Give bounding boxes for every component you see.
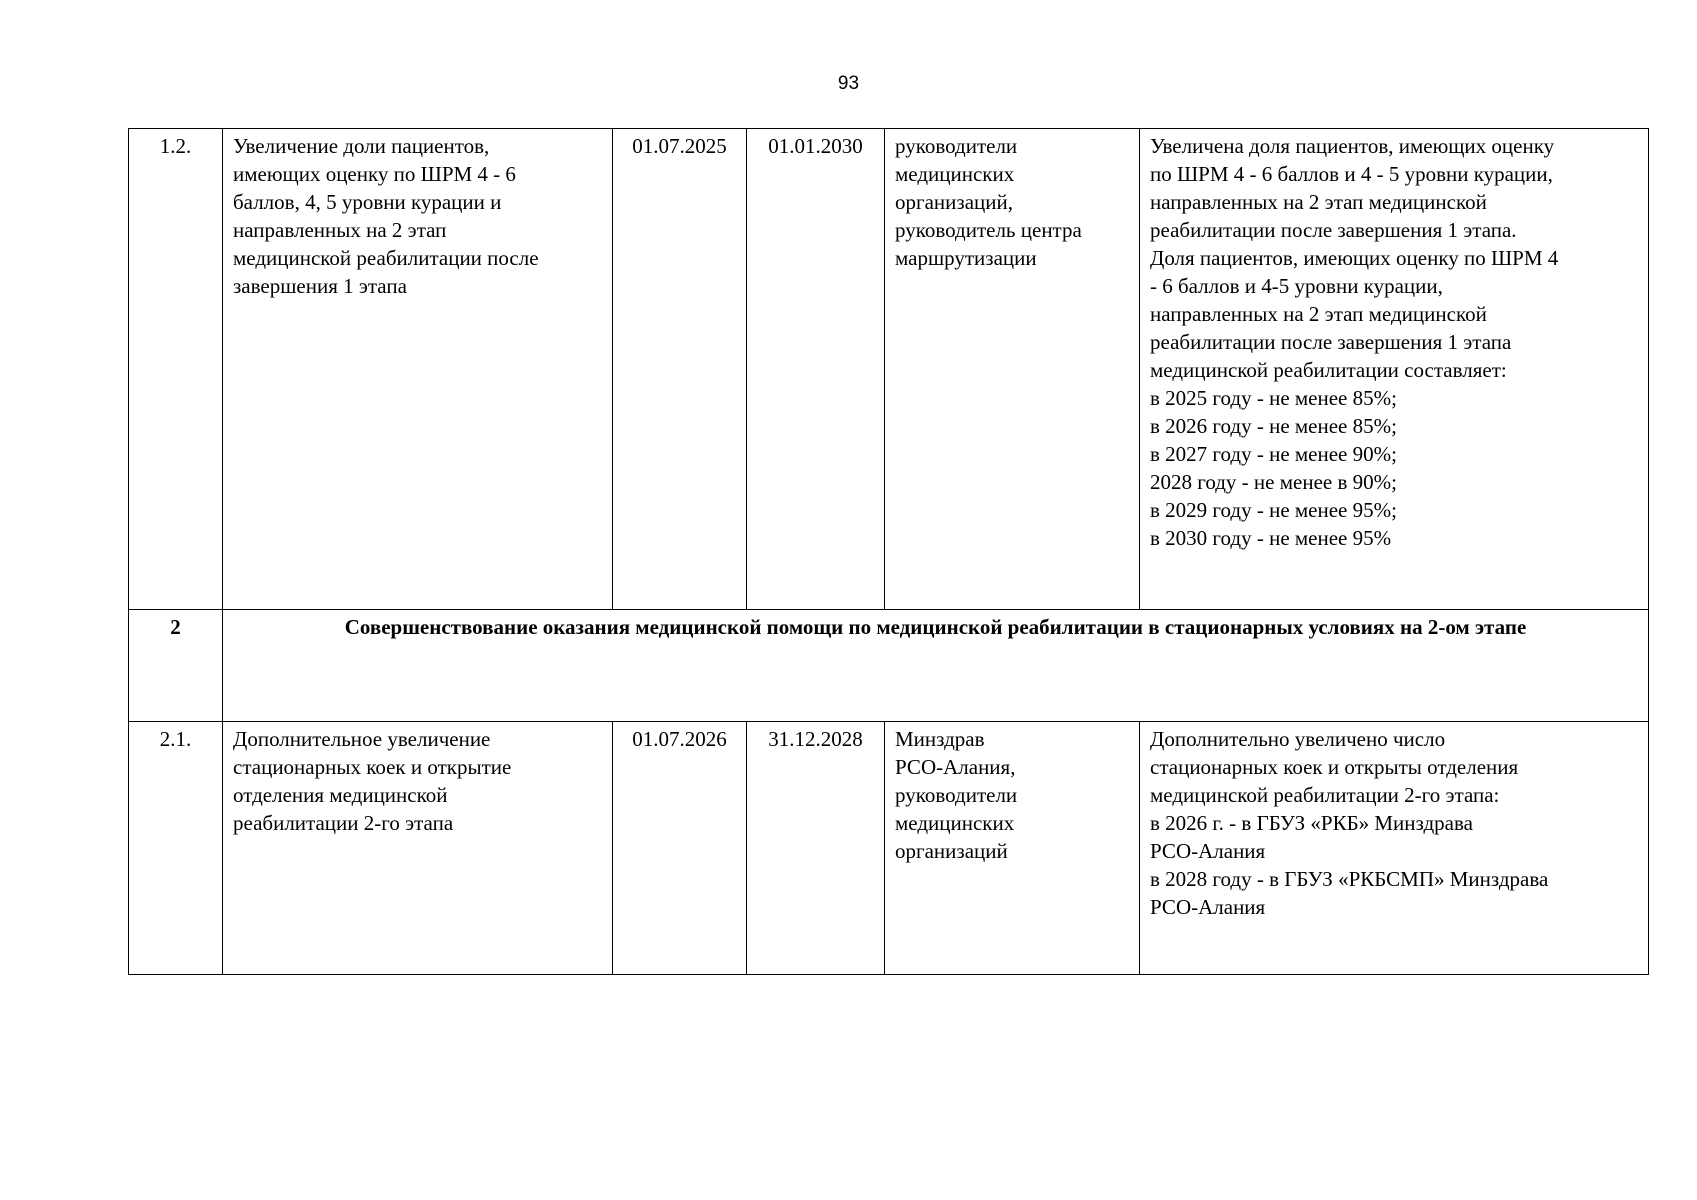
text-line: завершения 1 этапа (233, 274, 407, 298)
text-line: Дополнительно увеличено число (1150, 727, 1446, 751)
start-date: 01.07.2026 (613, 722, 747, 975)
text-line: РСО-Алания (1150, 895, 1266, 919)
measures-table (128, 128, 1649, 975)
text-line: организаций (895, 839, 1008, 863)
text-line: РСО-Алания, (895, 755, 1016, 779)
text-line: в 2027 году - не менее 90%; (1150, 442, 1397, 466)
measure-name (223, 129, 613, 610)
text-line: направленных на 2 этап медицинской (1150, 302, 1487, 326)
text-line: стационарных коек и открыты отделения (1150, 755, 1519, 779)
text-line: Доля пациентов, имеющих оценку по ШРМ 4 (1150, 246, 1559, 270)
text-line: медицинских (895, 811, 1015, 835)
section-title: Совершенствование оказания медицинской помощи по медицинской реабилитации в стационарных условиях на 2-ом этапе (223, 610, 1649, 722)
text-line: медицинской реабилитации после (233, 246, 539, 270)
result (1140, 722, 1649, 975)
end-date: 31.12.2028 (747, 722, 885, 975)
text-line: в 2030 году - не менее 95% (1150, 526, 1392, 550)
result (1140, 129, 1649, 610)
text-line: реабилитации после завершения 1 этапа (1150, 330, 1512, 354)
text-line: медицинской реабилитации составляет: (1150, 358, 1507, 382)
text-line: Увеличение доли пациентов, (233, 134, 490, 158)
text-line: - 6 баллов и 4-5 уровни курации, (1150, 274, 1443, 298)
text-line: в 2025 году - не менее 85%; (1150, 386, 1397, 410)
text-line: маршрутизации (895, 246, 1037, 270)
text-line: РСО-Алания (1150, 839, 1266, 863)
text-line: руководители (895, 783, 1018, 807)
measure-name (223, 722, 613, 975)
end-date: 01.01.2030 (747, 129, 885, 610)
text-line: Дополнительное увеличение (233, 727, 491, 751)
text-line: отделения медицинской (233, 783, 448, 807)
text-line: медицинских (895, 162, 1015, 186)
responsible (885, 722, 1140, 975)
text-line: имеющих оценку по ШРМ 4 - 6 (233, 162, 516, 186)
text-line: в 2028 году - в ГБУЗ «РКБСМП» Минздрава (1150, 867, 1549, 891)
page-number: 93 (837, 73, 860, 94)
start-date: 01.07.2025 (613, 129, 747, 610)
text-line: 2028 году - не менее в 90%; (1150, 470, 1397, 494)
text-line: в 2029 году - не менее 95%; (1150, 498, 1397, 522)
row-number: 2.1. (129, 722, 223, 975)
text-line: руководители (895, 134, 1018, 158)
row-number: 1.2. (129, 129, 223, 610)
section-number: 2 (129, 610, 223, 722)
text-line: реабилитации после завершения 1 этапа. (1150, 218, 1517, 242)
text-line: по ШРМ 4 - 6 баллов и 4 - 5 уровни курации, (1150, 162, 1553, 186)
text-line: организаций, (895, 190, 1013, 214)
text-line: Увеличена доля пациентов, имеющих оценку (1150, 134, 1555, 158)
table-row (129, 722, 1649, 975)
table-row (129, 129, 1649, 610)
text-line: в 2026 году - не менее 85%; (1150, 414, 1397, 438)
text-line: направленных на 2 этап (233, 218, 447, 242)
text-line: направленных на 2 этап медицинской (1150, 190, 1487, 214)
text-line: медицинской реабилитации 2-го этапа: (1150, 783, 1500, 807)
text-line: Минздрав (895, 727, 985, 751)
responsible (885, 129, 1140, 610)
text-line: в 2026 г. - в ГБУЗ «РКБ» Минздрава (1150, 811, 1473, 835)
text-line: баллов, 4, 5 уровни курации и (233, 190, 502, 214)
text-line: руководитель центра (895, 218, 1082, 242)
section-row (129, 610, 1649, 722)
text-line: реабилитации 2-го этапа (233, 811, 454, 835)
text-line: стационарных коек и открытие (233, 755, 512, 779)
